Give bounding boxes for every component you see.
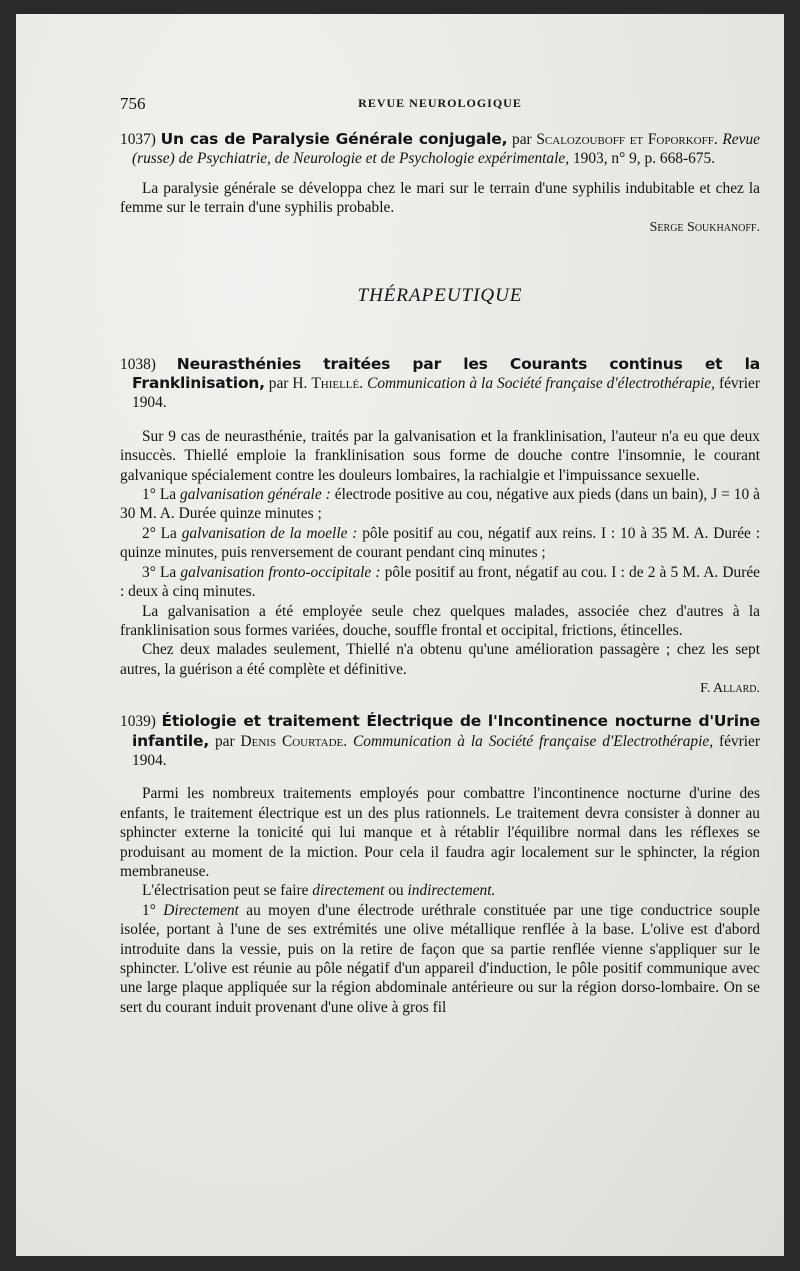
running-header: [120, 94, 760, 116]
entry-1038-author: Thiellé.: [311, 375, 364, 393]
entry-1039-title: Étiologie et traitement Électrique de l'Incontinence nocturne d'Urine infantile,: [132, 712, 761, 750]
entry-1038-heading: 1038) Neurasthénies traitées par les Courants continus et la Franklinisation, par H. Thiellé. Communication à la Société française d'électrothérapie, février 1904.: [120, 354, 760, 412]
entry-1039-author: Denis Courtade.: [240, 732, 348, 750]
entry-1038-para-1: Sur 9 cas de neurasthénie, traités par la galvanisation et la franklinisation, l'auteur n'a eu que deux insuccès. Thiellé emploie la franklinisation sous forme de douche contre l'insomnie, le courant galvanique spécialement contre les douleurs lombaires, la rachialgie et l'impuissance sexuelle.: [120, 427, 760, 484]
page-content: [120, 94, 760, 1017]
entry-1038-title: Neurasthénies traitées par les Courants continus et la Franklinisation,: [132, 354, 760, 393]
entry-1038-para-5: La galvanisation a été employée seule chez quelques malades, associée chez d'autres à la franklinisation sous formes variées, douche, souffle frontal et occipital, frictions, étincelles.: [120, 602, 760, 639]
entry-1037-body: La paralysie générale se développa chez le mari sur le terrain d'une syphilis indubitable et chez la femme sur le terrain d'une syphilis probable.: [120, 179, 760, 217]
entry-1039-para-1: Parmi les nombreux traitements employés pour combattre l'incontinence nocturne d'urine des enfants, le traitement électrique est un des plus rationnels. Le traitement devra consister à donner au sphincter externe la tonicité qui lui manque et à rétablir l'équilibre normal dans les réflexes se produisant au moment de la miction. Pour cela il faudra agir localement sur le sphincter, la région membraneuse.: [120, 785, 760, 880]
entry-1039-para-3: 1° Directement au moyen d'une électrode uréthrale constituée par une tige conductrice souple isolée, portant à l'une de ses extrémités une olive métallique renflée à la base. L'olive est d'abord introduite dans la vessie, puis on la retire de façon que sa partie renflée vienne s'appliquer sur le sphincter. L'olive est réunie au pôle négatif d'un appareil d'induction, le pôle positif communique avec une large plaque appliquée sur la région abdominale antérieure ou sur la région dorso-lombaire. On se sert du courant induit provenant d'une olive à gros fil: [120, 901, 760, 1016]
entry-1039-heading: 1039) Étiologie et traitement Électrique de l'Incontinence nocturne d'Urine infantile, par Denis Courtade. Communication à la Société française d'Electrothérapie, février 1904.: [120, 712, 761, 769]
entry-1037-title: Un cas de Paralysie Générale conjugale,: [160, 130, 508, 148]
section-title: THÉRAPEUTIQUE: [357, 284, 523, 306]
scanned-page: [16, 14, 784, 1256]
journal-title: REVUE NEUROLOGIQUE: [358, 96, 522, 110]
entry-1037-signature: Serge Soukhanoff.: [649, 219, 760, 235]
entry-1038-para-4: 3° La galvanisation fronto-occipitale : pôle positif au front, négatif au cou. I : de 2 à 5 M. A. Durée : deux à cinq minutes.: [120, 563, 760, 601]
page-number: 756: [120, 94, 146, 113]
entry-1039-para-2: L'électrisation peut se faire directement ou indirectement.: [142, 882, 496, 900]
entry-1038-signature: F. Allard.: [700, 681, 760, 697]
entry-1037-authors: Scalozouboff et Foporkoff.: [536, 131, 718, 148]
entry-1038-para-3: 2° La galvanisation de la moelle : pôle positif au cou, négatif aux reins. I : 10 à 35 M. A. Durée : quinze minutes, puis renversement de courant pendant cinq minutes ;: [120, 524, 760, 562]
entry-1038-para-6: Chez deux malades seulement, Thiellé n'a obtenu qu'une amélioration passagère ; chez les sept autres, la guérison a été complète et définitive.: [120, 641, 760, 678]
entry-1037-heading: 1037) Un cas de Paralysie Générale conjugale, par Scalozouboff et Foporkoff. Revue (russe) de Psychiatrie, de Neurologie et de Psychologie expérimentale, 1903, n° 9, p. 668-675.: [120, 130, 760, 168]
entry-1038-para-2: 1° La galvanisation générale : électrode positive au cou, négative aux pieds (dans un bain), J = 10 à 30 M. A. Durée quinze minutes ;: [120, 486, 760, 523]
